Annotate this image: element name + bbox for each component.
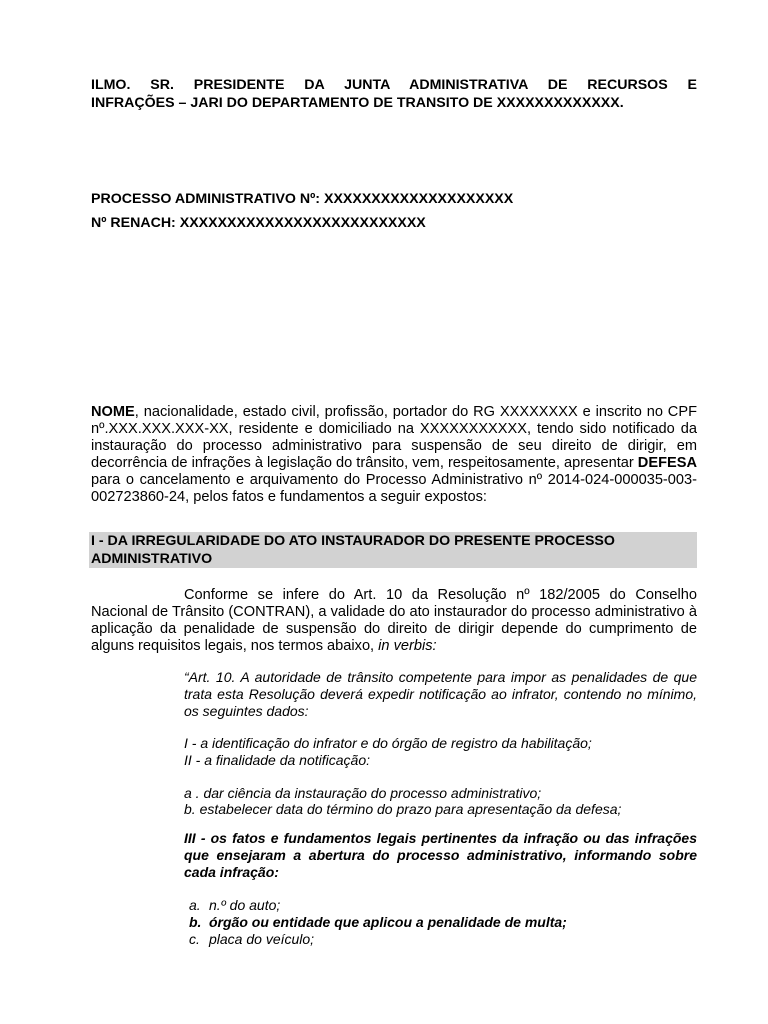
addressee-line-1: ILMO. SR. PRESIDENTE DA JUNTA ADMINISTRATIVA DE RECURSOS E (91, 77, 697, 93)
list-item (184, 931, 697, 948)
in-verbis: in verbis: (378, 638, 437, 654)
quote-item-i: I - a identificação do infrator e do órgão de registro da habilitação; (184, 735, 592, 751)
process-number: PROCESSO ADMINISTRATIVO Nº: XXXXXXXXXXXXXXXXXXXX (91, 191, 514, 207)
list-marker: b. (189, 914, 202, 930)
infraction-data-list (184, 897, 697, 948)
quote-item-iii: III - os fatos e fundamentos legais pertinentes da infração ou das infrações que ensejaram a abertura do processo administrativo, informando sobre cada infração: (184, 830, 697, 880)
quote-item-b: b. estabelecer data do término do prazo para apresentação da defesa; (184, 801, 622, 817)
renach-number: Nº RENACH: XXXXXXXXXXXXXXXXXXXXXXXXXX (91, 215, 426, 231)
body-paragraph (91, 587, 697, 655)
quote-item-ii: II - a finalidade da notificação: (184, 752, 371, 768)
intro-text-1: , nacionalidade, estado civil, profissão, portador do RG XXXXXXXX e inscrito no CPF nº.XXX.XXX.XXX-XX, residente e domiciliado na XXXXXXXXXXX, tendo sido notificado da instauração do processo administrativo para suspensão de seu direito de dirigir, em decorrência de infrações à legislação do trânsito, vem, respeitosamente, apresentar (91, 404, 697, 471)
list-marker: a. (189, 897, 201, 913)
list-marker: c. (189, 931, 200, 947)
section-1-heading: I - DA IRREGULARIDADE DO ATO INSTAURADOR DO PRESENTE PROCESSO ADMINISTRATIVO (91, 533, 615, 567)
list-item (184, 897, 697, 914)
applicant-name: NOME (91, 404, 135, 420)
body-text: Conforme se infere do Art. 10 da Resolução nº 182/2005 do Conselho Nacional de Trânsito (CONTRAN), a validade do ato instaurador do processo administrativo à aplicação da penalidade de suspensão do direito de dirigir depende do cumprimento de alguns requisitos legais, nos termos abaixo, (91, 587, 697, 654)
quote-art10: “Art. 10. A autoridade de trânsito competente para impor as penalidades de que trata esta Resolução deverá expedir notificação ao infrator, contendo no mínimo, os seguintes dados: (184, 669, 697, 719)
list-item (184, 914, 697, 931)
intro-text-2: para o cancelamento e arquivamento do Processo Administrativo nº 2014-024-000035-003-002723860-24, pelos fatos e fundamentos a seguir expostos: (91, 472, 697, 505)
addressee-line-2: INFRAÇÕES – JARI DO DEPARTAMENTO DE TRANSITO DE XXXXXXXXXXXXX. (91, 95, 624, 111)
list-item-text: placa do veículo; (209, 931, 315, 947)
intro-paragraph (91, 404, 697, 506)
list-item-text: órgão ou entidade que aplicou a penalidade de multa; (209, 914, 567, 930)
defesa-keyword: DEFESA (637, 455, 697, 471)
list-item-text: n.º do auto; (209, 897, 281, 913)
quote-item-a: a . dar ciência da instauração do processo administrativo; (184, 785, 542, 801)
